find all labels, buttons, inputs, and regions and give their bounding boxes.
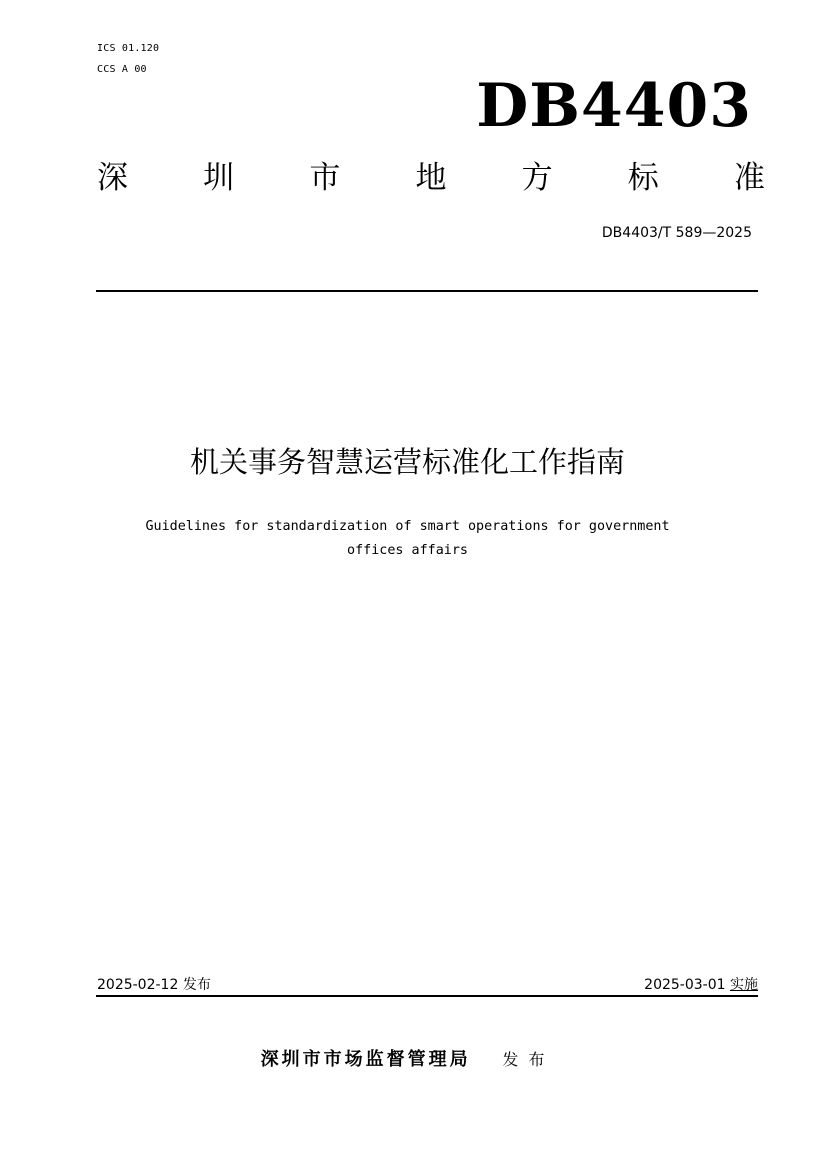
header-divider: [96, 290, 758, 292]
chinese-title: 机关事务智慧运营标准化工作指南: [189, 445, 625, 479]
english-title-line: Guidelines for standardization of smart operations for government: [145, 519, 670, 534]
db-logo: DB4403: [476, 71, 752, 141]
implement-label: 实施: [730, 977, 758, 993]
issuer-line: [0, 1047, 815, 1073]
standard-type-char: 方: [521, 160, 553, 196]
ics-code: ICS 01.120: [97, 43, 160, 54]
issue-label: 发布: [182, 977, 211, 993]
implement-date: 2025-03-01: [644, 977, 726, 993]
standard-type-char: 地: [415, 160, 447, 196]
standard-number: DB4403/T 589—2025: [601, 225, 752, 241]
english-title: [80, 515, 735, 563]
standard-type-char: 准: [733, 160, 765, 196]
standard-type-char: 市: [309, 160, 341, 196]
standard-type-heading: [97, 158, 765, 198]
issuer-name: 深圳市市场监督管理局: [260, 1049, 471, 1070]
issue-date: 2025-02-12: [97, 977, 179, 993]
standard-type-char: 深: [97, 160, 128, 196]
footer-divider: [96, 995, 758, 997]
standard-type-char: 标: [627, 160, 659, 196]
ccs-code: CCS A 00: [97, 64, 147, 75]
issuer-action: 发布: [502, 1050, 555, 1069]
standard-type-char: 圳: [203, 160, 235, 196]
implement-date-block: [644, 975, 758, 995]
issue-date-block: [97, 975, 211, 995]
english-title-line: offices affairs: [347, 543, 468, 558]
